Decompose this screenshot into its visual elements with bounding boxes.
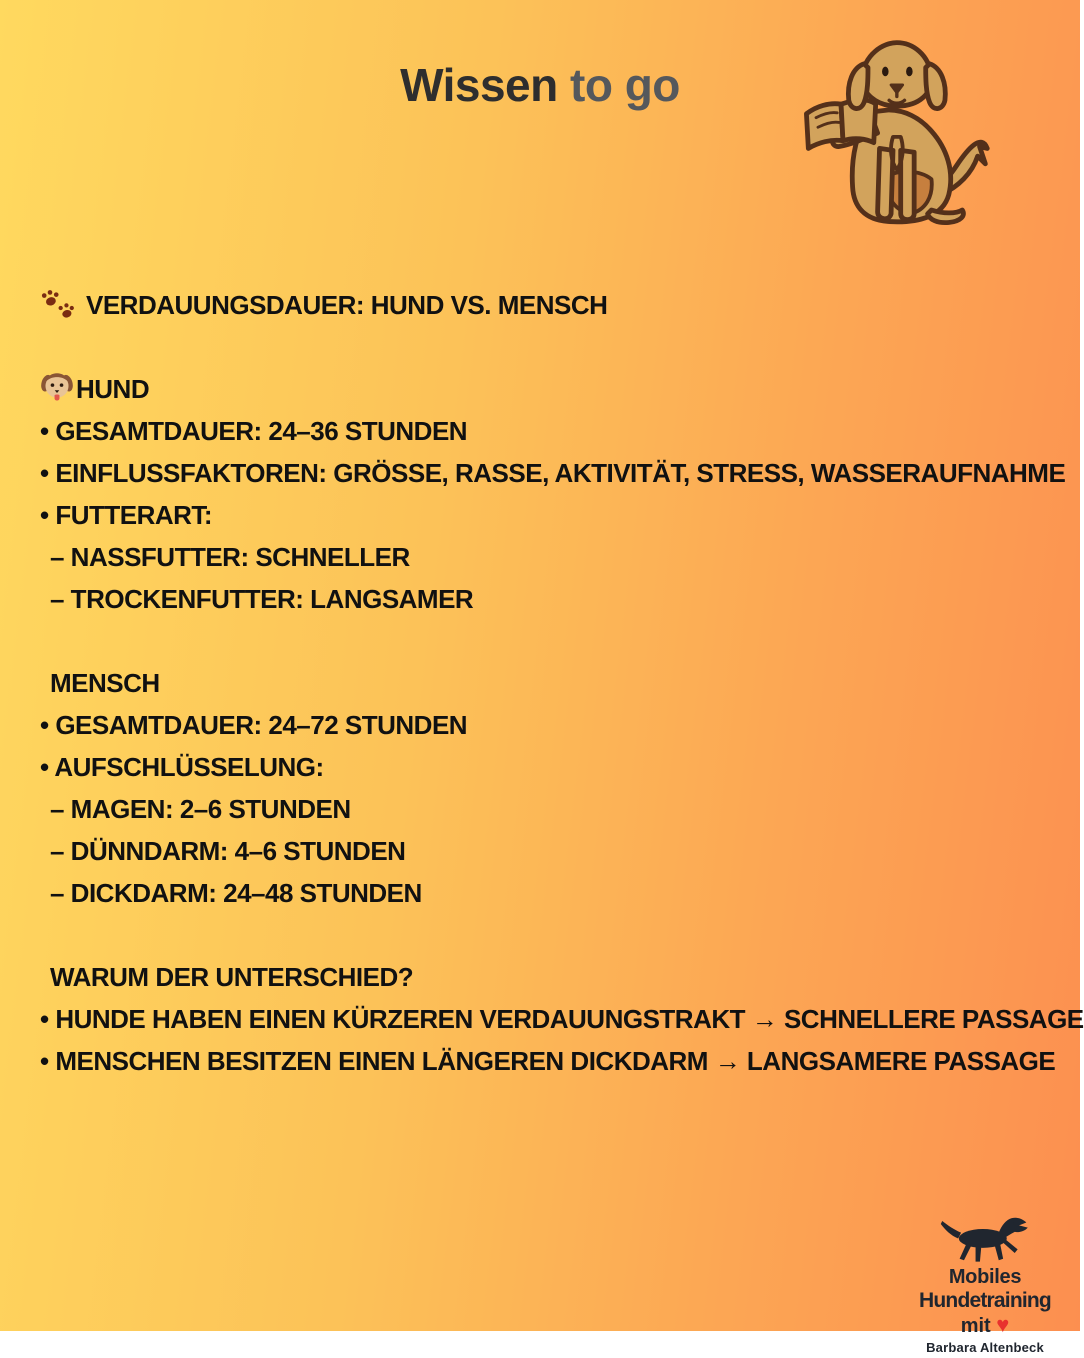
dog-silhouette-icon [937,1208,1033,1266]
bullet-hunde-passage: • HUNDE HABEN EINEN KÜRZEREN VERDAUUNGSTRAKT → SCHNELLERE PASSAGE [40,1004,1084,1034]
spacer [40,326,1074,368]
bullet-gesamtdauer-hund: • GESAMTDAUER: 24–36 STUNDEN [40,416,468,446]
sub-bullet-magen: – MAGEN: 2–6 STUNDEN [50,794,351,824]
subheading-hund [40,368,1074,410]
logo-line-2: Hundetraining [919,1289,1051,1312]
dog-face-icon [40,370,74,404]
subheading-text: HUND [76,374,150,404]
sub-bullet-duenndarm: – DÜNNDARM: 4–6 STUNDEN [50,836,406,866]
sub-bullet-dickdarm: – DICKDARM: 24–48 STUNDEN [50,878,422,908]
bullet-futterart: • FUTTERART: [40,500,213,530]
page-title-primary: Wissen [400,59,558,111]
sub-bullet-nassfutter: – NASSFUTTER: SCHNELLER [50,542,410,572]
body-text [40,284,1084,1082]
bullet-aufschluesselung: • AUFSCHLÜSSELUNG: [40,752,324,782]
bullet-gesamtdauer-mensch: • GESAMTDAUER: 24–72 STUNDEN [40,710,468,740]
spacer [40,914,1074,956]
heading-text: VERDAUUNGSDAUER: HUND VS. MENSCH [86,290,608,320]
logo-subline: Barbara Altenbeck [926,1340,1044,1355]
brand-logo [893,1208,1077,1358]
logo-line-3: mit ♥ [960,1312,1010,1337]
dog-reading-book-illustration [795,33,991,235]
heart-icon: ♥ [996,1312,1010,1337]
page-title-secondary: to go [570,59,680,111]
sub-bullet-trockenfutter: – TROCKENFUTTER: LANGSAMER [50,584,474,614]
section-heading-verdauungsdauer [40,284,1074,326]
bullet-menschen-passage: • MENSCHEN BESITZEN EINEN LÄNGEREN DICKDARM → LANGSAMERE PASSAGE [40,1046,1056,1076]
subheading-mensch: MENSCH [50,668,160,698]
paw-prints-icon [40,288,76,320]
spacer [40,620,1074,662]
bullet-einflussfaktoren: • EINFLUSSFAKTOREN: GRÖSSE, RASSE, AKTIVITÄT, STRESS, WASSERAUFNAHME [40,458,1066,488]
logo-line-1: Mobiles [948,1266,1022,1288]
subheading-warum: WARUM DER UNTERSCHIED? [50,962,414,992]
